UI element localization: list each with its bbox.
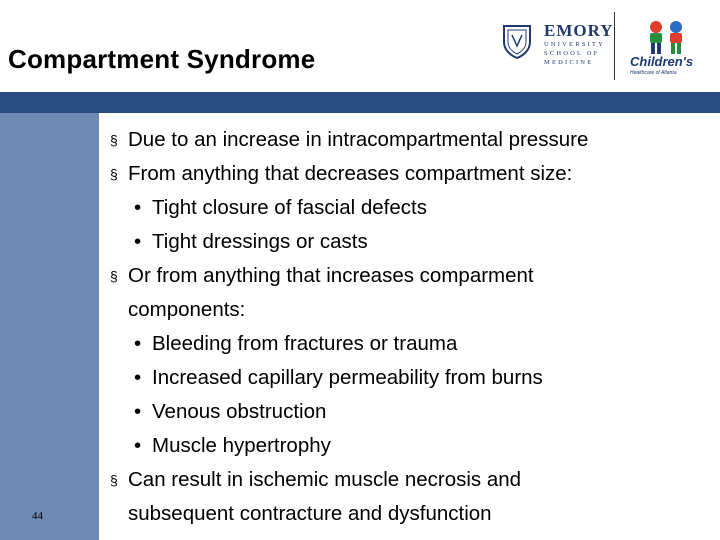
slide-title: Compartment Syndrome: [8, 44, 316, 74]
childrens-tagline: Healthcare of Atlanta: [630, 70, 677, 76]
emory-school-of: SCHOOL OF: [544, 50, 600, 57]
bullet-marker: §: [110, 268, 118, 284]
bullet-text: Due to an increase in intracompartmental pressure: [128, 128, 589, 151]
bullet-text-continued: subsequent contracture and dysfunction: [128, 502, 492, 525]
sub-bullet-text: Bleeding from fractures or trauma: [152, 332, 458, 355]
bullet-text: From anything that decreases compartment size:: [128, 162, 573, 185]
sub-bullet-marker: •: [134, 434, 142, 457]
sub-bullet-text: Increased capillary permeability from burns: [152, 366, 543, 389]
sub-bullet-marker: •: [134, 230, 142, 253]
sub-bullet-marker: •: [134, 196, 142, 219]
childrens-name: Children's: [630, 54, 694, 69]
bullet-text: Or from anything that increases comparment: [128, 264, 534, 287]
emory-name: EMORY: [544, 21, 614, 40]
bullet-item: [110, 157, 714, 191]
bullet-item: [110, 463, 714, 531]
emory-university: UNIVERSITY: [544, 41, 605, 48]
bullet-item: [110, 123, 714, 157]
sub-bullet-marker: •: [134, 366, 142, 389]
bullet-list: [110, 123, 714, 531]
sub-bullet-item: [114, 429, 714, 463]
sub-bullet-item: [114, 327, 714, 361]
bullet-marker: §: [110, 166, 118, 182]
sub-bullet-item: [114, 361, 714, 395]
sub-bullet-item: [114, 395, 714, 429]
bullet-marker: §: [110, 132, 118, 148]
sub-bullet-text: Venous obstruction: [152, 400, 327, 423]
left-sidebar-band: [0, 113, 99, 540]
bullet-text-continued: components:: [128, 298, 246, 321]
childrens-figures-icon: [642, 20, 692, 56]
emory-logo-text: [544, 22, 614, 67]
emory-medicine: MEDICINE: [544, 59, 594, 66]
sub-bullet-marker: •: [134, 400, 142, 423]
sub-bullet-marker: •: [134, 332, 142, 355]
sub-bullet-item: [114, 225, 714, 259]
bullet-marker: §: [110, 472, 118, 488]
sub-bullet-text: Tight dressings or casts: [152, 230, 368, 253]
header-logos: [500, 10, 710, 82]
sub-bullet-text: Muscle hypertrophy: [152, 434, 331, 457]
bullet-text: Can result in ischemic muscle necrosis and: [128, 468, 522, 491]
emory-shield-icon: [502, 24, 532, 60]
bullet-item: [110, 259, 714, 327]
sub-bullet-text: Tight closure of fascial defects: [152, 196, 427, 219]
header-bar: [0, 92, 720, 113]
page-number: 44: [32, 510, 43, 522]
logo-divider: [614, 12, 615, 80]
sub-bullet-item: [114, 191, 714, 225]
